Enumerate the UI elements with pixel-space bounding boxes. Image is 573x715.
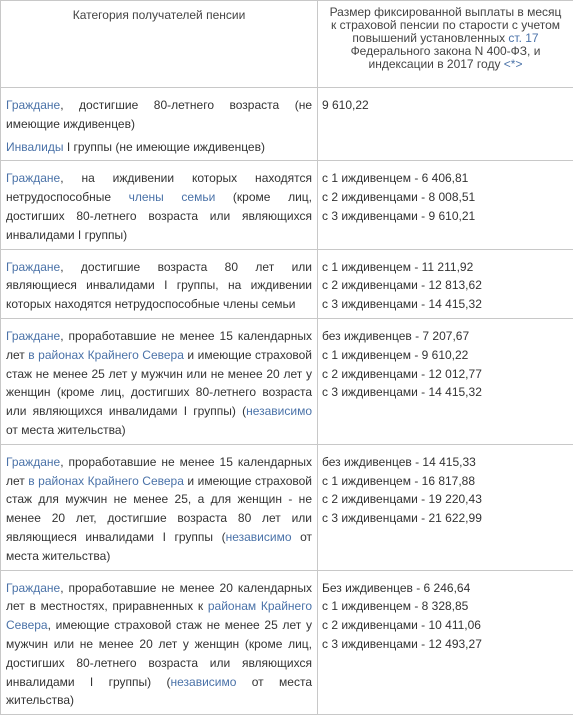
regardless-link[interactable]: независимо: [226, 530, 292, 544]
category-cell: [1, 444, 318, 570]
category-text-part: от места жительства): [6, 530, 312, 563]
category-text-part: , достигшие 80-летнего возраста (не имеющие иждивенцев): [6, 98, 312, 131]
category-cell: [1, 249, 318, 318]
payment-value: с 2 иждивенцами - 12 813,62: [322, 276, 568, 295]
category-cell: [1, 88, 318, 161]
header-payment-text-1: Размер фиксированной выплаты в месяц к страховой пенсии по старости с учетом повышений установленных: [330, 5, 562, 45]
far-north-link[interactable]: в районах Крайнего Севера: [28, 474, 184, 488]
category-cell: [1, 318, 318, 444]
category-text-part: от места жительства): [6, 675, 312, 708]
category-text-part: , имеющие страховой стаж не менее 25 лет у мужчин или не менее 20 лет у женщин (кроме лиц, достигших 80-летнего возраста или являющихся инвалидами I группы) (: [6, 618, 312, 688]
citizens-link[interactable]: Граждане: [6, 329, 60, 343]
category-text: [6, 327, 312, 440]
payment-value: с 1 иждивенцем - 6 406,81: [322, 169, 568, 188]
payment-cell: [318, 161, 573, 249]
category-text-part: , достигшие возраста 80 лет или являющиеся инвалидами I группы, на иждивении которых находятся нетрудоспособные члены семьи: [6, 260, 312, 312]
header-row: [1, 1, 573, 88]
payment-value: с 3 иждивенцами - 21 622,99: [322, 509, 568, 528]
table-row: [1, 570, 573, 715]
category-cell: [1, 570, 318, 715]
family-members-link[interactable]: члены семьи: [129, 190, 216, 204]
table-row: [1, 249, 573, 318]
payment-value: Без иждивенцев - 6 246,64: [322, 579, 568, 598]
payment-value: с 1 иждивенцем - 9 610,22: [322, 346, 568, 365]
payment-value: с 3 иждивенцами - 14 415,32: [322, 295, 568, 314]
payment-value: с 2 иждивенцами - 19 220,43: [322, 490, 568, 509]
article-17-link[interactable]: ст. 17: [508, 31, 538, 45]
payment-value: без иждивенцев - 7 207,67: [322, 327, 568, 346]
payment-cell: [318, 444, 573, 570]
far-north-regions-link[interactable]: районам Крайнего Севера: [6, 599, 312, 632]
category-text-part: от места жительства): [6, 423, 126, 437]
payment-cell: [318, 318, 573, 444]
category-text-part: , проработавшие не менее 15 календарных лет: [6, 455, 312, 488]
citizens-link[interactable]: Граждане: [6, 260, 60, 274]
category-text: [6, 96, 312, 134]
category-text-part: , на иждивении которых находятся нетрудоспособные: [6, 171, 312, 204]
payment-cell: [318, 570, 573, 715]
category-text-part: (кроме лиц, достигших 80-летнего возраста или являющихся инвалидами I группы): [6, 190, 312, 242]
citizens-link[interactable]: Граждане: [6, 581, 60, 595]
category-text-part: , проработавшие не менее 20 календарных лет в местностях, приравненных к: [6, 581, 312, 614]
category-text-part: I группы (не имеющие иждивенцев): [64, 140, 265, 154]
header-category: Категория получателей пенсии: [1, 1, 318, 88]
citizens-link[interactable]: Граждане: [6, 171, 60, 185]
header-payment-size: [318, 1, 573, 88]
payment-value: без иждивенцев - 14 415,33: [322, 453, 568, 472]
table-row: [1, 444, 573, 570]
payment-value: с 2 иждивенцами - 10 411,06: [322, 616, 568, 635]
table-row: [1, 161, 573, 249]
category-text: [6, 258, 312, 314]
far-north-link[interactable]: в районах Крайнего Севера: [28, 348, 184, 362]
footnote-link[interactable]: <*>: [504, 57, 523, 71]
payment-value: с 1 иждивенцем - 16 817,88: [322, 472, 568, 491]
citizens-link[interactable]: Граждане: [6, 98, 60, 112]
payment-cell: [318, 88, 573, 161]
regardless-link[interactable]: независимо: [171, 675, 237, 689]
payment-value: с 3 иждивенцами - 9 610,21: [322, 207, 568, 226]
payment-value: с 3 иждивенцами - 14 415,32: [322, 383, 568, 402]
payment-value: с 2 иждивенцами - 12 012,77: [322, 365, 568, 384]
category-text: [6, 579, 312, 711]
payment-value: с 3 иждивенцами - 12 493,27: [322, 635, 568, 654]
category-text-part: , проработавшие не менее 15 календарных лет: [6, 329, 312, 362]
disabled-link[interactable]: Инвалиды: [6, 140, 64, 154]
table-row: [1, 88, 573, 161]
payment-cell: [318, 249, 573, 318]
category-text: [6, 169, 312, 244]
payment-value: 9 610,22: [322, 96, 568, 115]
citizens-link[interactable]: Граждане: [6, 455, 60, 469]
category-text: [6, 453, 312, 566]
payment-value: с 1 иждивенцем - 11 211,92: [322, 258, 568, 277]
payment-value: с 1 иждивенцем - 8 328,85: [322, 597, 568, 616]
payment-value: с 2 иждивенцами - 8 008,51: [322, 188, 568, 207]
category-cell: [1, 161, 318, 249]
regardless-link[interactable]: независимо: [246, 404, 312, 418]
category-text-part: и имеющие страховой стаж не менее 25 лет у мужчин или не менее 20 лет у женщин (кроме лиц, достигших 80-летнего возраста или являющихся инвалидами I группы) (: [6, 348, 312, 418]
header-payment-text-2: Федерального закона N 400-ФЗ, и индексации в 2017 году: [351, 44, 541, 71]
category-text-part: и имеющие страховой стаж для мужчин не менее 25, а для женщин - не менее 20 лет, достигшие возраста 80 лет или являющиеся инвалидами I группы (: [6, 474, 312, 544]
category-text-2: [6, 138, 312, 157]
table-row: [1, 318, 573, 444]
